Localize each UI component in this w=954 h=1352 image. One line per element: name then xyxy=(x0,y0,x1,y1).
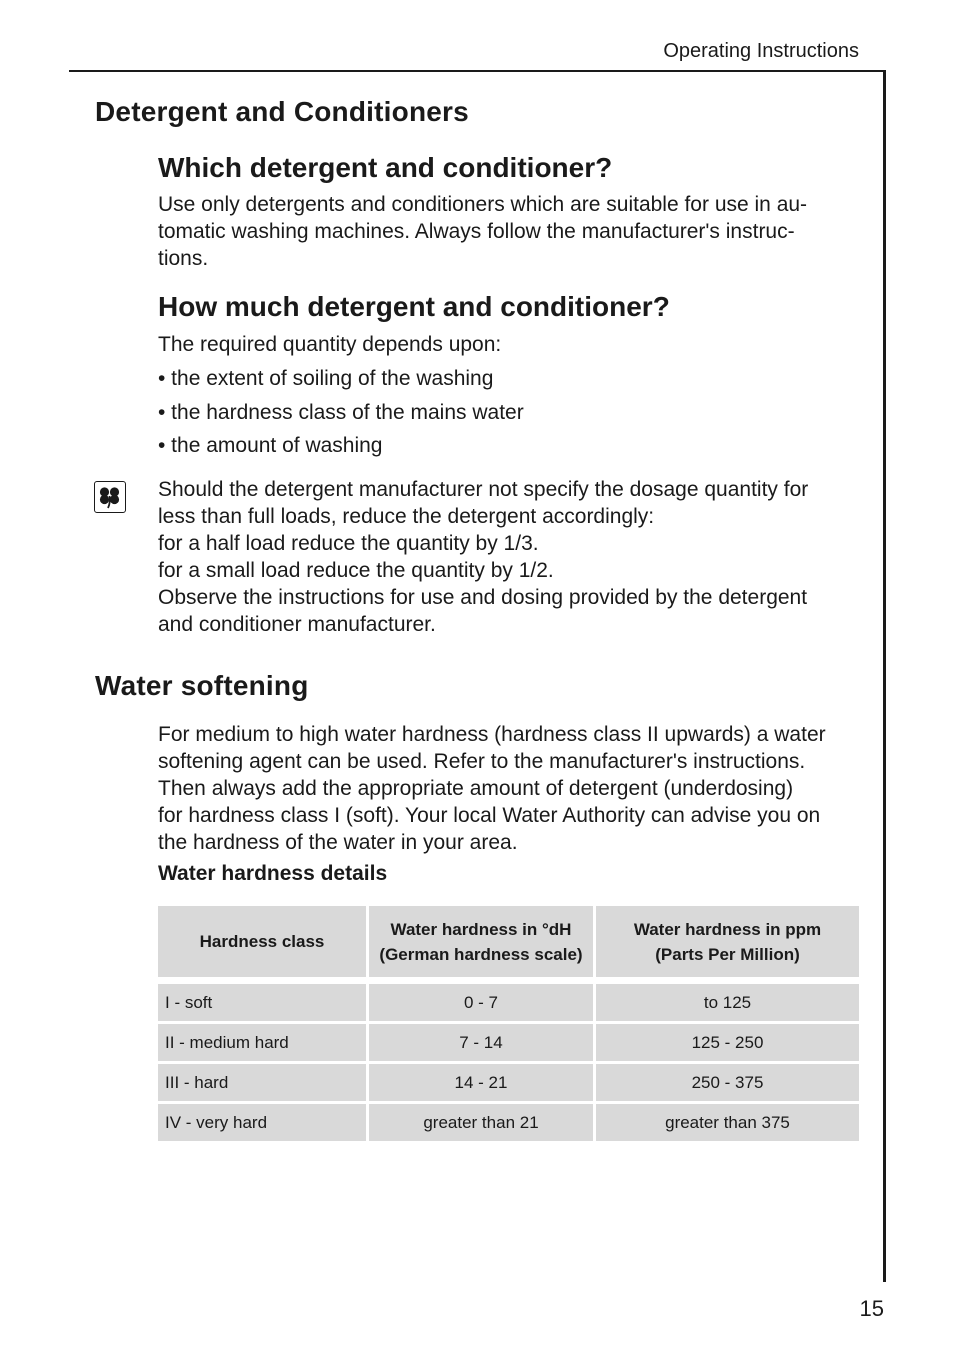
header-rule xyxy=(69,70,886,72)
header-hardness-ppm xyxy=(596,906,859,984)
body-line: the hardness of the water in your area. xyxy=(158,831,518,854)
table-header-row xyxy=(158,906,859,984)
cell-dh: 0 - 7 xyxy=(369,984,596,1024)
quantity-factors-list xyxy=(158,365,524,466)
section-title-water-softening: Water softening xyxy=(95,670,309,701)
note-line: and conditioner manufacturer. xyxy=(158,613,436,636)
body-line: Then always add the appropriate amount of detergent (underdosing) xyxy=(158,777,794,800)
header-hardness-class xyxy=(158,906,369,984)
header-line: Water hardness in ppm xyxy=(633,919,822,939)
header-line: Water hardness in °dH xyxy=(390,919,572,939)
body-line: for hardness class I (soft). Your local Water Authority can advise you on xyxy=(158,804,821,827)
cell-dh: greater than 21 xyxy=(369,1104,596,1141)
list-item: • the amount of washing xyxy=(158,434,383,457)
quantity-intro: The required quantity depends upon: xyxy=(158,333,502,356)
note-line: for a small load reduce the quantity by 1/2. xyxy=(158,559,554,582)
body-line: tomatic washing machines. Always follow the manufacturer's instruc- xyxy=(158,220,795,243)
header-section-label: Operating Instructions xyxy=(663,40,859,62)
dosage-note xyxy=(158,476,863,638)
header-line: (German hardness scale) xyxy=(379,944,583,964)
body-line: tions. xyxy=(158,247,209,270)
list-item: • the extent of soiling of the washing xyxy=(158,367,494,390)
header-hardness-dh xyxy=(369,906,596,984)
cell-ppm: 125 - 250 xyxy=(596,1024,859,1064)
page-number: 15 xyxy=(859,1296,884,1321)
water-hardness-table xyxy=(158,906,859,1141)
cell-ppm: 250 - 375 xyxy=(596,1064,859,1104)
cell-dh: 7 - 14 xyxy=(369,1024,596,1064)
water-softening-body xyxy=(158,721,858,856)
clover-icon-graphic xyxy=(95,482,124,511)
which-detergent-body xyxy=(158,191,858,272)
clover-icon xyxy=(94,481,126,513)
note-line: for a half load reduce the quantity by 1/3. xyxy=(158,532,539,555)
section-title-detergents: Detergent and Conditioners xyxy=(95,96,469,127)
cell-hardness-class: II - medium hard xyxy=(158,1024,369,1064)
cell-ppm: greater than 375 xyxy=(596,1104,859,1141)
cell-hardness-class: III - hard xyxy=(158,1064,369,1104)
table-title: Water hardness details xyxy=(158,862,388,885)
table-row xyxy=(158,1064,859,1104)
body-line: Use only detergents and conditioners which are suitable for use in au- xyxy=(158,193,808,216)
body-line: softening agent can be used. Refer to the manufacturer's instructions. xyxy=(158,750,806,773)
note-line: Should the detergent manufacturer not specify the dosage quantity for xyxy=(158,478,809,501)
cell-ppm: to 125 xyxy=(596,984,859,1024)
header-line: (Parts Per Million) xyxy=(655,944,800,964)
heading-which-detergent: Which detergent and conditioner? xyxy=(158,152,613,183)
note-line: less than full loads, reduce the detergent accordingly: xyxy=(158,505,655,528)
table-row xyxy=(158,984,859,1024)
body-line: For medium to high water hardness (hardness class II upwards) a water xyxy=(158,723,826,746)
heading-how-much-detergent: How much detergent and conditioner? xyxy=(158,291,670,322)
cell-dh: 14 - 21 xyxy=(369,1064,596,1104)
cell-hardness-class: I - soft xyxy=(158,984,369,1024)
note-line: Observe the instructions for use and dosing provided by the detergent xyxy=(158,586,808,609)
table-row xyxy=(158,1024,859,1064)
table-row xyxy=(158,1104,859,1141)
margin-rule xyxy=(883,70,886,1282)
header-line: Hardness class xyxy=(199,932,325,951)
list-item: • the hardness class of the mains water xyxy=(158,400,524,424)
cell-hardness-class: IV - very hard xyxy=(158,1104,369,1141)
